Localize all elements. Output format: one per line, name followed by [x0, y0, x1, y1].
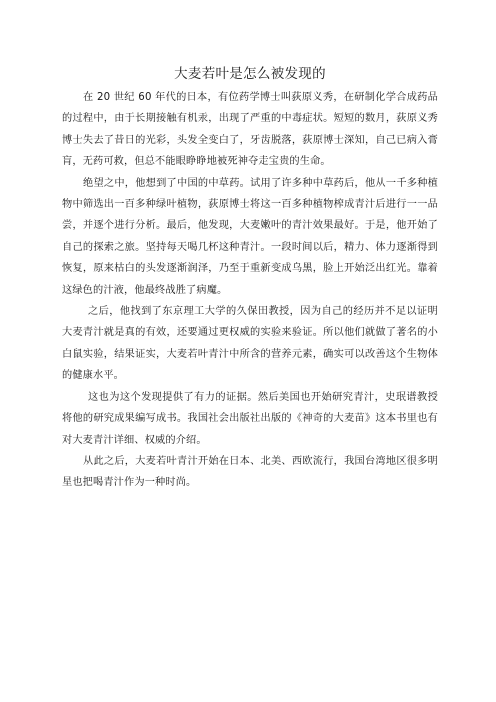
paragraph-4: 这也为这个发现提供了有力的证据。然后美国也开始研究青汁，史珉谱教授将他的研究成果编写成书。我国社会出版社出版的《神奇的大麦苗》这本书里也有对大麦青汁详细、权威的介绍。: [62, 391, 438, 446]
paragraph-2: 绝望之中，他想到了中国的中草药。试用了许多种中草药后，他从一千多种植物中筛选出一百多种绿叶植物，荻原博士将这一百多种植物榨成青汁后进行一一品尝，并逐个进行分析。最后，他发现，大麦嫩叶的青汁效果最好。于是，他开始了自己的探索之旅。坚持每天喝几杯这种青汁。一段时间以后，精力、体力逐渐得到恢复，原来枯白的头发逐渐润泽，乃至于重新变成乌黑，脸上开始泛出红光。靠着这绿色的汁液，他最终战胜了病魔。: [62, 177, 438, 296]
paragraph-3: 之后，他找到了东京理工大学的久保田教授，因为自己的经历并不足以证明大麦青汁就是真的有效，还要通过更权威的实验来验证。所以他们就做了著名的小白鼠实验，结果证实，大麦若叶青汁中所含的营养元素，确实可以改善这个生物体的健康水平。: [62, 306, 438, 382]
paragraph-5: 从此之后，大麦若叶青汁开始在日本、北美、西欧流行，我国台湾地区很多明星也把喝青汁作为一种时尚。: [62, 455, 438, 489]
document-title: 大麦若叶是怎么被发现的: [174, 66, 326, 82]
paragraph-1: 在 20 世纪 60 年代的日本，有位药学博士叫荻原义秀，在研制化学合成药品的过程中，由于长期接触有机汞，出现了严重的中毒症状。短短的数月，荻原义秀博士失去了昔日的光彩，头发全变白了，牙齿脱落，荻原博士深知，自己已病入膏肓，无药可救，但总不能眼睁睁地被死神夺走宝贵的生命。: [62, 92, 438, 168]
document-page: [62, 64, 438, 494]
